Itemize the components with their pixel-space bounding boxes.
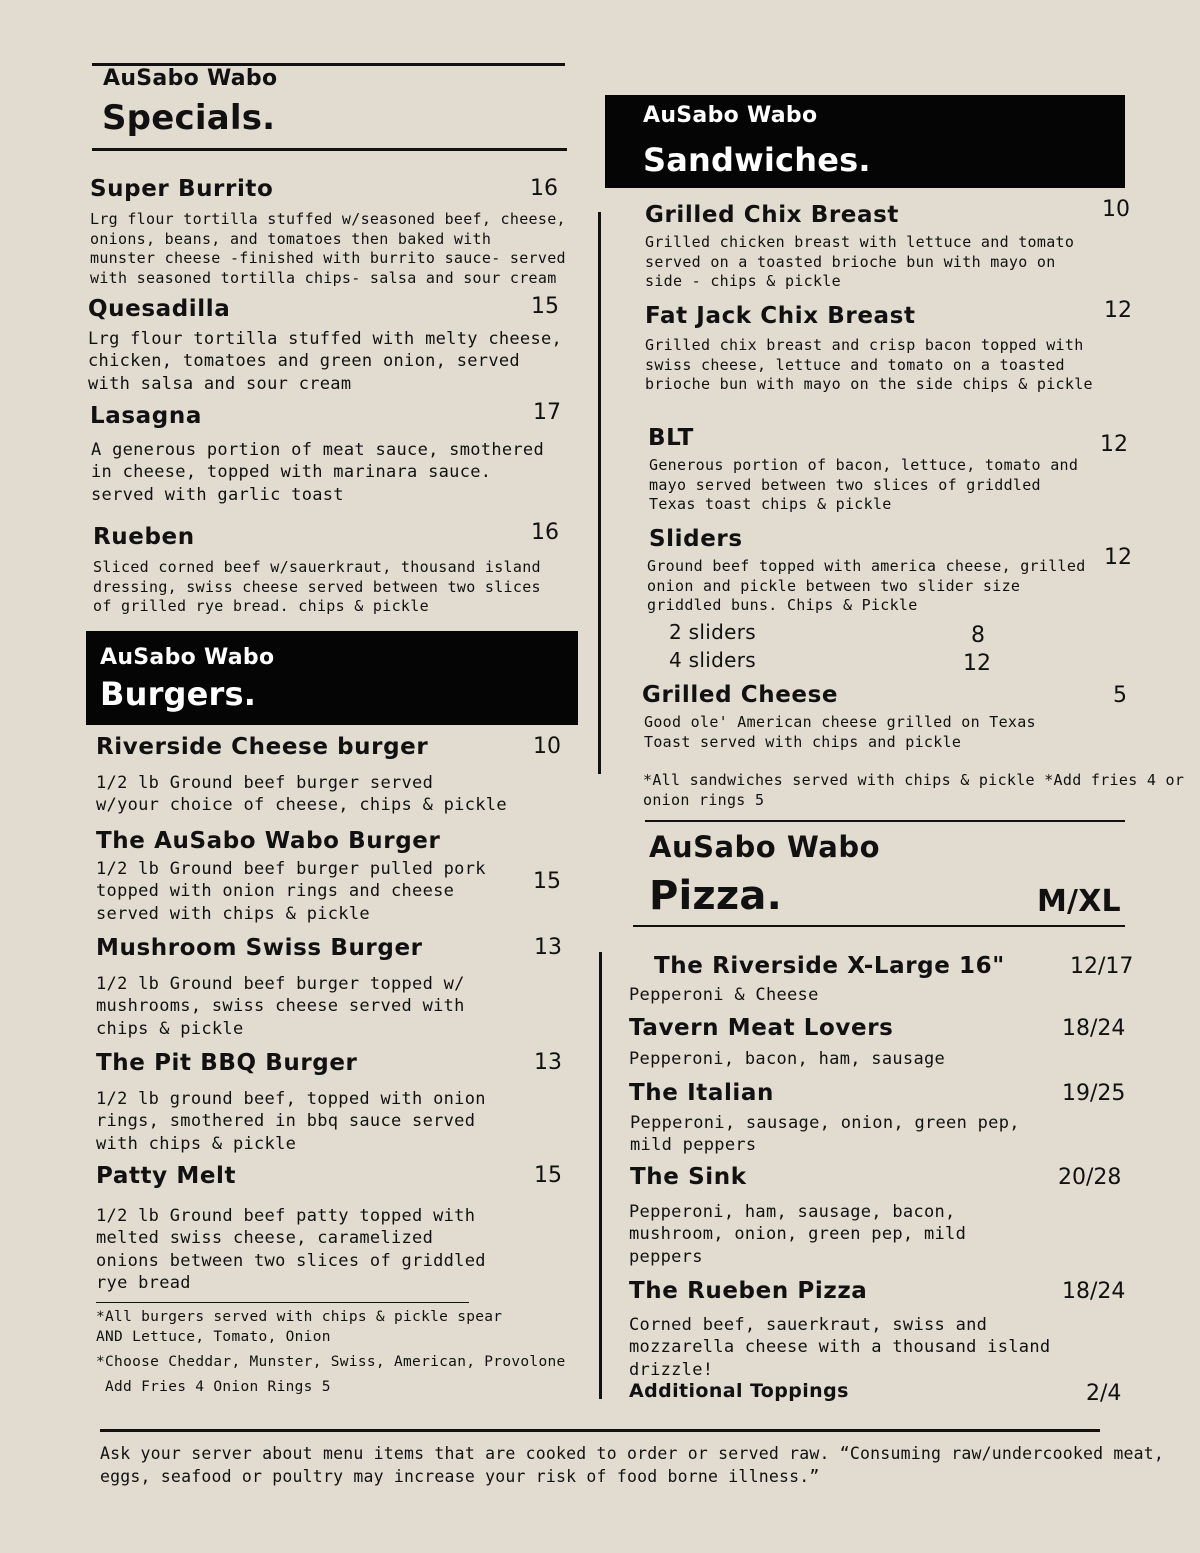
pizza-item-price: 20/28 [1058, 1165, 1122, 1190]
specials-bottom-rule [92, 148, 567, 151]
pizza-brand: AuSabo Wabo [649, 830, 881, 864]
slider-option-label: 4 sliders [669, 648, 756, 672]
sandwiches-item-price: 12 [1104, 545, 1132, 570]
burgers-item-price: 10 [533, 734, 561, 759]
footer-disclaimer: Ask your server about menu items that are cooked to order or served raw. “Consuming raw/undercooked meat, eggs, seafood or poultry may increase your risk of food borne illness.” [100, 1444, 1165, 1486]
burgers-item-desc: 1/2 lb Ground beef burger served w/your choice of cheese, chips & pickle [96, 773, 507, 816]
burgers-item-desc: 1/2 lb ground beef, topped with onion rings, smothered in bbq sauce served with chips & pickle [96, 1089, 486, 1154]
sandwiches-title: Sandwiches. [643, 141, 871, 179]
burgers-item-name: The AuSabo Wabo Burger [96, 828, 441, 854]
sandwiches-item-name: BLT [648, 425, 694, 451]
burgers-item-desc: 1/2 lb Ground beef patty topped with melted swiss cheese, caramelized onions between two slices of griddled rye bread [96, 1206, 486, 1293]
sandwiches-item-name: Grilled Cheese [642, 682, 839, 708]
burgers-item-name: Patty Melt [96, 1163, 237, 1189]
sandwiches-item-desc: Good ole' American cheese grilled on Texas Toast served with chips and pickle [644, 713, 1036, 751]
sandwiches-side-rule [598, 212, 601, 774]
pizza-side-rule [599, 952, 602, 1399]
burgers-cheese-note: *Choose Cheddar, Munster, Swiss, American, Provolone [96, 1354, 566, 1370]
sandwiches-item-name: Fat Jack Chix Breast [645, 303, 916, 329]
pizza-size-label: M/XL [1037, 884, 1121, 919]
specials-brand: AuSabo Wabo [103, 66, 278, 91]
slider-option-price: 8 [971, 623, 985, 648]
specials-item-desc: Lrg flour tortilla stuffed with melty cheese, chicken, tomatoes and green onion, served with salsa and sour cream [88, 329, 563, 394]
specials-item-desc: Lrg flour tortilla stuffed w/seasoned beef, cheese, onions, beans, and tomatoes then baked with munster cheese -finished with burrito sauce- served with seasoned tortilla chips- salsa and sour cream [90, 210, 566, 287]
specials-item-price: 16 [531, 520, 559, 545]
burgers-add-note: Add Fries 4 Onion Rings 5 [105, 1379, 331, 1395]
pizza-item-price: 18/24 [1062, 1016, 1126, 1041]
sandwiches-item-name: Sliders [649, 526, 743, 552]
specials-title: Specials. [102, 98, 276, 138]
pizza-item-desc: Pepperoni, bacon, ham, sausage [629, 1049, 946, 1069]
slider-option-label: 2 sliders [669, 620, 756, 644]
pizza-item-desc: Pepperoni, sausage, onion, green pep, mild peppers [630, 1113, 1020, 1156]
specials-item-name: Quesadilla [88, 296, 231, 322]
specials-item-price: 15 [531, 294, 559, 319]
sandwiches-item-desc: Grilled chicken breast with lettuce and tomato served on a toasted brioche bun with mayo on side - chips & pickle [645, 233, 1075, 290]
slider-option-price: 12 [963, 651, 991, 676]
sandwiches-item-price: 12 [1100, 432, 1128, 457]
burgers-item-price: 15 [534, 1163, 562, 1188]
pizza-item-desc: Pepperoni & Cheese [629, 985, 819, 1005]
sandwiches-item-desc: Generous portion of bacon, lettuce, tomato and mayo served between two slices of griddled Texas toast chips & pickle [649, 456, 1079, 513]
pizza-item-name: The Rueben Pizza [629, 1278, 868, 1304]
burgers-brand: AuSabo Wabo [100, 645, 275, 670]
specials-item-name: Super Burrito [90, 176, 274, 202]
sandwiches-item-price: 5 [1113, 683, 1127, 708]
pizza-additional-label: Additional Toppings [629, 1380, 849, 1402]
burgers-item-desc: 1/2 lb Ground beef burger pulled pork topped with onion rings and cheese served with chips & pickle [96, 859, 486, 924]
pizza-additional-price: 2/4 [1086, 1381, 1122, 1406]
footer-rule [100, 1429, 1100, 1432]
burgers-item-name: Riverside Cheese burger [96, 734, 429, 760]
sandwiches-item-desc: Grilled chix breast and crisp bacon topped with swiss cheese, lettuce and tomato on a toasted brioche bun with mayo on the side chips & pickle [645, 336, 1093, 393]
specials-item-name: Lasagna [90, 403, 202, 429]
pizza-item-desc: Pepperoni, ham, sausage, bacon, mushroom, onion, green pep, mild peppers [629, 1202, 967, 1267]
pizza-item-price: 12/17 [1070, 954, 1134, 979]
burgers-item-price: 15 [533, 869, 561, 894]
burgers-notes-rule [96, 1302, 469, 1303]
burgers-item-desc: 1/2 lb Ground beef burger topped w/ mushrooms, swiss cheese served with chips & pickle [96, 974, 465, 1039]
burgers-item-name: Mushroom Swiss Burger [96, 935, 423, 961]
specials-item-name: Rueben [93, 524, 195, 550]
pizza-top-rule [645, 820, 1125, 822]
burgers-note: *All burgers served with chips & pickle spear AND Lettuce, Tomato, Onion [96, 1309, 503, 1345]
pizza-item-name: Tavern Meat Lovers [629, 1015, 894, 1041]
burgers-item-name: The Pit BBQ Burger [96, 1050, 358, 1076]
burgers-title: Burgers. [100, 675, 257, 713]
pizza-item-name: The Italian [629, 1080, 775, 1106]
specials-item-price: 16 [530, 176, 558, 201]
pizza-item-price: 18/24 [1062, 1279, 1126, 1304]
burgers-item-price: 13 [534, 1050, 562, 1075]
sandwiches-item-name: Grilled Chix Breast [645, 202, 900, 228]
sandwiches-header [605, 95, 1125, 188]
burgers-header [86, 631, 578, 725]
burgers-item-price: 13 [534, 935, 562, 960]
sandwiches-item-price: 12 [1104, 298, 1132, 323]
pizza-title: Pizza. [649, 873, 782, 919]
pizza-item-price: 19/25 [1062, 1081, 1126, 1106]
pizza-bottom-rule [633, 925, 1125, 927]
pizza-item-name: The Riverside X-Large 16" [654, 953, 1005, 979]
specials-item-desc: Sliced corned beef w/sauerkraut, thousand island dressing, swiss cheese served between two slices of grilled rye bread. chips & pickle [93, 558, 541, 615]
pizza-item-desc: Corned beef, sauerkraut, swiss and mozzarella cheese with a thousand island drizzle! [629, 1315, 1051, 1380]
sandwiches-note: *All sandwiches served with chips & pickle *Add fries 4 or onion rings 5 [643, 771, 1185, 809]
pizza-item-name: The Sink [630, 1164, 747, 1190]
sandwiches-item-desc: Ground beef topped with america cheese, grilled onion and pickle between two slider size griddled buns. Chips & Pickle [647, 557, 1086, 614]
sandwiches-item-price: 10 [1102, 197, 1130, 222]
specials-item-desc: A generous portion of meat sauce, smothered in cheese, topped with marinara sauce. served with garlic toast [91, 440, 544, 505]
sandwiches-brand: AuSabo Wabo [643, 103, 818, 128]
specials-item-price: 17 [533, 400, 561, 425]
